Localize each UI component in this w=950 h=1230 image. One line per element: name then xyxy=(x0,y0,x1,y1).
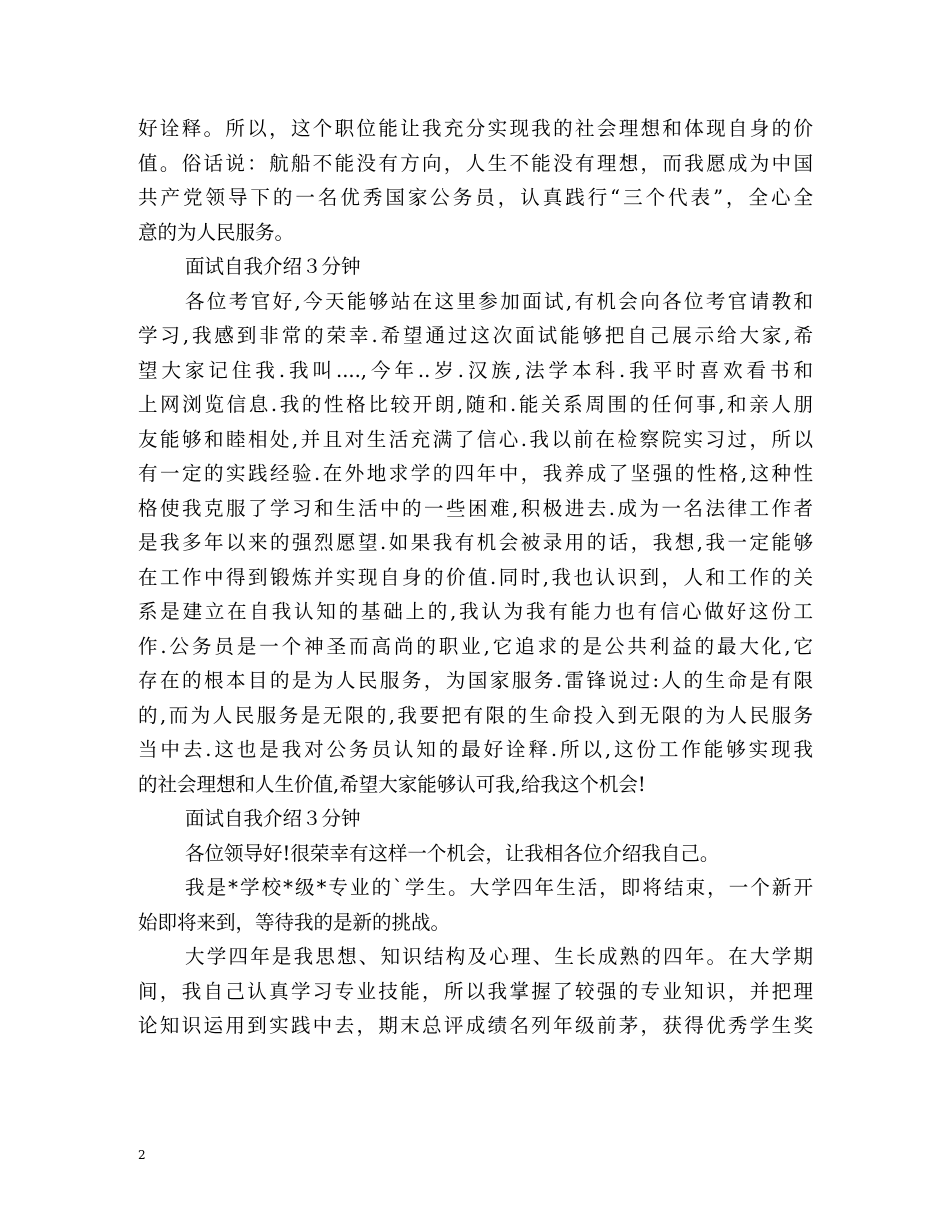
text-line: 友能够和睦相处,并且对生活充满了信心.我以前在检察院实习过，所以 xyxy=(138,427,813,451)
text-line: 的,而为人民服务是无限的,我要把有限的生命投入到无限的为人民服务 xyxy=(138,703,813,727)
text-line: 学习,我感到非常的荣幸.希望通过这次面试能够把自己展示给大家,希 xyxy=(138,324,813,347)
text-line: 是我多年以来的强烈愿望.如果我有机会被录用的话，我想,我一定能够 xyxy=(138,531,813,554)
text-line: 各位考官好,今天能够站在这里参加面试,有机会向各位考官请教和 xyxy=(185,289,813,313)
text-line: 望大家记住我.我叫....,今年..岁.汉族,法学本科.我平时喜欢看书和 xyxy=(138,358,813,382)
section-heading: 面试自我介绍３分钟 xyxy=(185,807,361,830)
text-line: 在工作中得到锻炼并实现自身的价值.同时,我也认识到，人和工作的关 xyxy=(138,565,813,589)
text-line: 始即将来到，等待我的是新的挑战。 xyxy=(138,910,451,934)
text-line: 作.公务员是一个神圣而高尚的职业,它追求的是公共利益的最大化,它 xyxy=(138,634,813,658)
text-line: 系是建立在自我认知的基础上的,我认为我有能力也有信心做好这份工 xyxy=(138,600,813,623)
page-number: 2 xyxy=(138,1148,146,1162)
text-line: 上网浏览信息.我的性格比较开朗,随和.能关系周围的任何事,和亲人朋 xyxy=(138,393,813,416)
text-line: 大学四年是我思想、知识结构及心理、生长成熟的四年。在大学期 xyxy=(185,945,813,968)
text-line: 各位领导好!很荣幸有这样一个机会，让我相各位介绍我自己。 xyxy=(185,841,720,865)
text-line: 共产党领导下的一名优秀国家公务员，认真践行“三个代表”，全心全 xyxy=(138,186,813,209)
text-line: 格使我克服了学习和生活中的一些困难,积极进去.成为一名法律工作者 xyxy=(138,496,813,520)
text-line: 值。俗话说：航船不能没有方向，人生不能没有理想，而我愿成为中国 xyxy=(138,151,813,175)
text-line: 有一定的实践经验.在外地求学的四年中，我养成了坚强的性格,这种性 xyxy=(138,462,813,485)
text-line: 当中去.这也是我对公务员认知的最好诠释.所以,这份工作能够实现我 xyxy=(138,738,813,761)
section-heading: 面试自我介绍３分钟 xyxy=(185,255,361,278)
text-line: 存在的根本目的是为人民服务，为国家服务.雷锋说过:人的生命是有限 xyxy=(138,669,813,692)
body-text xyxy=(138,112,813,1044)
text-line: 我是*学校*级*专业的`学生。大学四年生活，即将结束，一个新开 xyxy=(185,876,813,899)
text-line: 意的为人民服务。 xyxy=(138,220,295,244)
text-line: 间，我自己认真学习专业技能，所以我掌握了较强的专业知识，并把理 xyxy=(138,979,813,1003)
text-line: 论知识运用到实践中去，期末总评成绩名列年级前茅，获得优秀学生奖 xyxy=(138,1014,813,1037)
text-line: 好诠释。所以，这个职位能让我充分实现我的社会理想和体现自身的价 xyxy=(138,117,813,140)
text-line: 的社会理想和人生价值,希望大家能够认可我,给我这个机会! xyxy=(138,772,646,796)
